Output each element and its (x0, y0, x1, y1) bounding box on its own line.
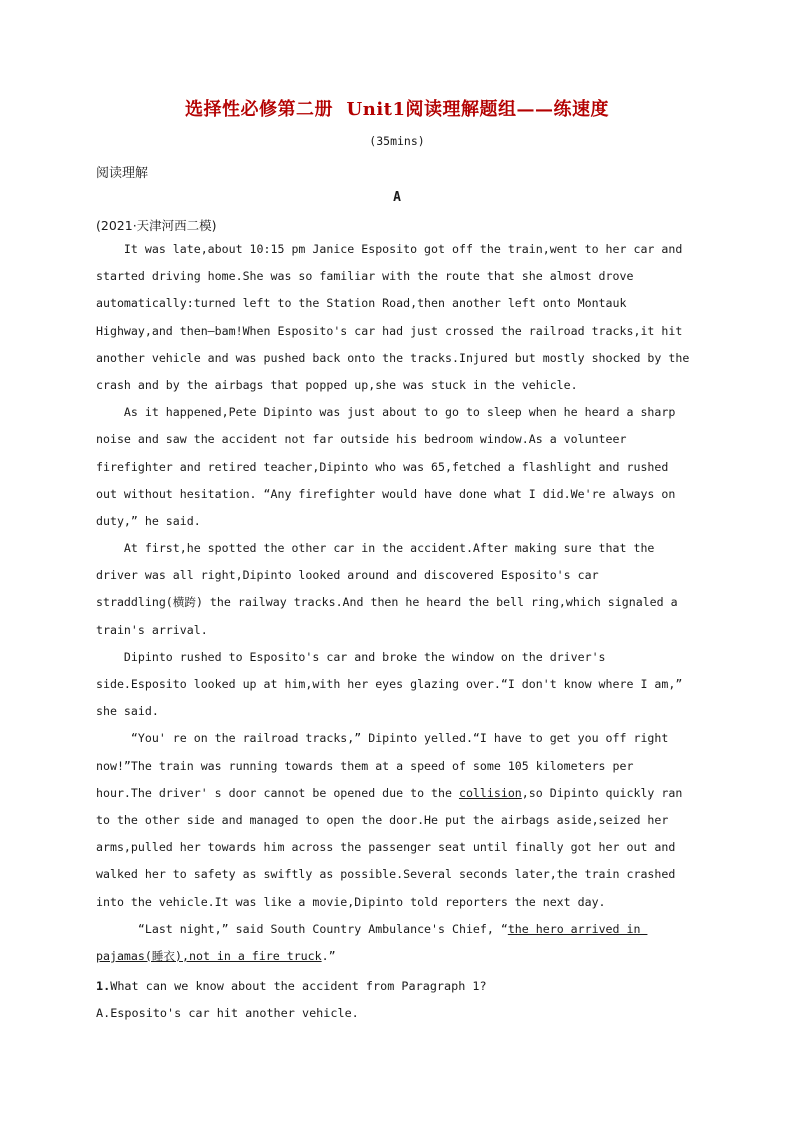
question-number: 1. (96, 979, 111, 993)
underlined-word-collision: collision (458, 785, 522, 800)
passage-line: driver was all right,Dipinto looked around and discovered Esposito's car (96, 568, 599, 583)
passage-line: she said. (96, 704, 159, 719)
passage-line: “You' re on the railroad tracks,” Dipinto yelled.“I have to get you off right (96, 731, 669, 746)
passage-line: At first,he spotted the other car in the accident.After making sure that the (96, 541, 655, 556)
passage-line: straddling(横跨) the railway tracks.And then he heard the bell ring,which signaled a (96, 595, 678, 610)
line-text: hour.The driver' s door cannot be opened due to the (96, 785, 459, 800)
passage-line: walked her to safety as swiftly as possible.Several seconds later,the train crashed (96, 867, 676, 882)
section-label: 阅读理解 (96, 166, 149, 181)
question-1 (96, 979, 487, 993)
passage-line: to the other side and managed to open the door.He put the airbags aside,seized her (96, 812, 669, 827)
passage-line: noise and saw the accident not far outside his bedroom window.As a volunteer (96, 432, 627, 447)
passage-line: Highway,and then—bam!When Esposito's car had just crossed the railroad tracks,it hit (96, 323, 683, 338)
passage-line: crash and by the airbags that popped up,she was stuck in the vehicle. (96, 377, 578, 392)
line-text: ,so Dipinto quickly ran (521, 785, 683, 800)
passage-line: into the vehicle.It was like a movie,Dipinto told reporters the next day. (96, 894, 606, 909)
passage-line: out without hesitation. “Any firefighter would have done what I did.We're always on (96, 486, 676, 501)
passage-source: (2021·天津河西二模) (96, 218, 217, 233)
passage-line: duty,” he said. (96, 513, 201, 528)
passage-line: side.Esposito looked up at him,with her eyes glazing over.“I don't know where I am,” (96, 677, 683, 691)
passage-line: It was late,about 10:15 pm Janice Esposito got off the train,went to her car and (96, 242, 683, 256)
passage-line: another vehicle and was pushed back onto the tracks.Injured but mostly shocked by the (96, 350, 690, 365)
line-text: “Last night,” said South Country Ambulance's Chief, “ (96, 921, 508, 936)
line-text: .” (321, 948, 336, 963)
passage-line-with-underline (96, 916, 696, 943)
passage-line: started driving home.She was so familiar with the route that she almost drove (96, 269, 634, 284)
passage-line: automatically:turned left to the Station Road,then another left onto Montauk (96, 296, 627, 311)
underlined-phrase: pajamas(睡衣),not in a fire truck (96, 948, 322, 963)
passage-line: arms,pulled her towards him across the passenger seat until finally got her out and (96, 840, 676, 855)
page-title: 选择性必修第二册 Unit1阅读理解题组——练速度 (185, 99, 609, 120)
passage-line: firefighter and retired teacher,Dipinto who was 65,fetched a flashlight and rushed (96, 459, 669, 474)
passage-body (96, 236, 696, 970)
passage-line: now!”The train was running towards them at a speed of some 105 kilometers per (96, 758, 634, 773)
passage-line: Dipinto rushed to Esposito's car and broke the window on the driver's (96, 649, 606, 664)
underlined-phrase: the hero arrived in (507, 921, 648, 936)
question-text: What can we know about the accident from Paragraph 1? (110, 979, 487, 993)
time-limit: (35mins) (369, 134, 425, 148)
passage-line-with-underline (96, 780, 696, 807)
passage-line: As it happened,Pete Dipinto was just about to go to sleep when he heard a sharp (96, 405, 676, 420)
passage-line-with-underline (96, 943, 696, 970)
passage-letter: A (393, 190, 401, 205)
option-a[interactable]: A.Esposito's car hit another vehicle. (96, 1006, 359, 1020)
passage-line: train's arrival. (96, 622, 208, 637)
